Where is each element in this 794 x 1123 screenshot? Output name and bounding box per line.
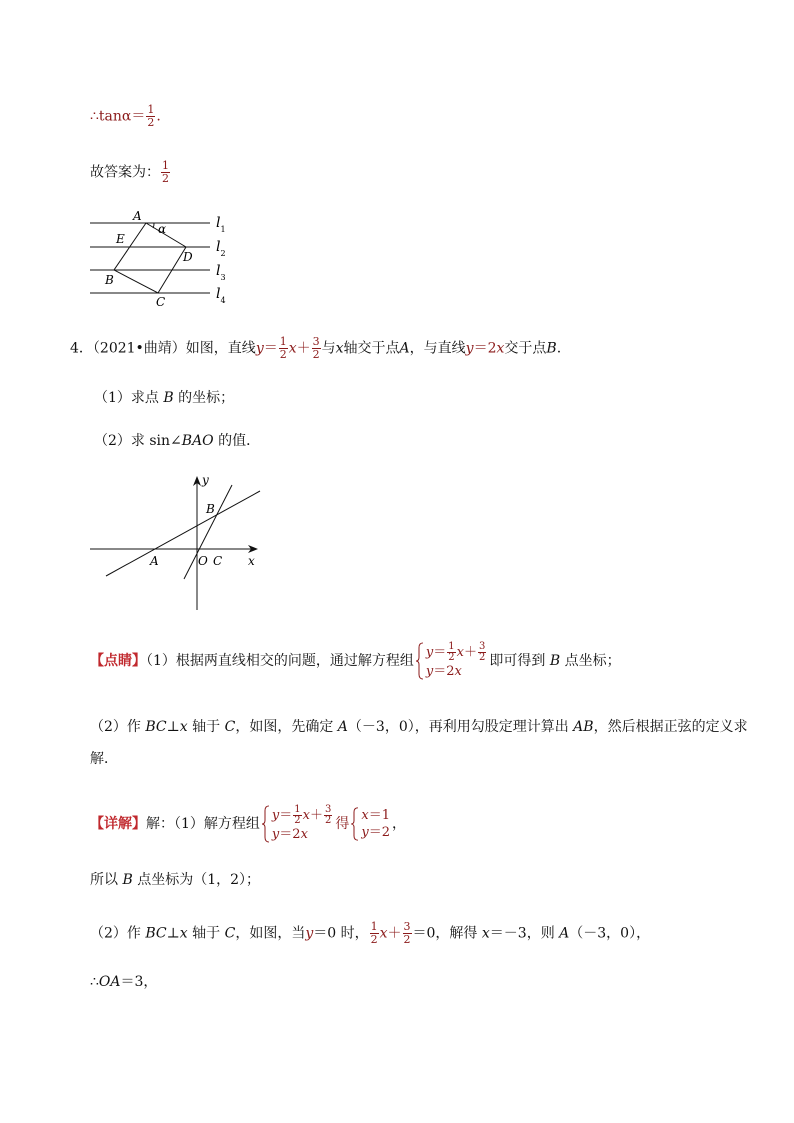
line-AB xyxy=(106,491,260,576)
point-label-E: E xyxy=(116,232,125,246)
angle-label-alpha: α xyxy=(158,222,167,236)
hint-tag: 【点睛】 xyxy=(90,653,146,669)
point-label-O: O xyxy=(198,554,208,568)
fraction: $\frac{3}{2}$ xyxy=(403,920,411,946)
problem-4-statement: 4．（2021•曲靖）如图，直线y＝ $\frac{1}{2}$ x＋ $\frac{3}{2}$ 与x轴交于点A，与直线y＝2x交于点B. xyxy=(70,335,562,361)
detail-line-4: ∴OA＝3， xyxy=(90,974,158,990)
answer-line xyxy=(90,160,171,185)
fraction: $\frac{1}{2}$ xyxy=(147,103,155,129)
parallel-lines-figure xyxy=(86,205,246,310)
line-label-l4: $l_4$ xyxy=(216,286,226,305)
point-label-D: D xyxy=(183,250,193,264)
detail-line-2: 所以 B 点坐标为（1，2）； xyxy=(90,872,261,888)
fraction: $\frac{1}{2}$ xyxy=(279,335,287,361)
brace-icon xyxy=(351,807,359,841)
equation-system: y＝ $\frac{1}{2}$ x＋ $\frac{3}{2}$ y＝2x xyxy=(416,642,487,680)
question-2: （2）求 sin∠BAO 的值． xyxy=(94,433,261,449)
problem-number: 4． xyxy=(70,340,93,357)
tan-result-line: ∴tanα＝ $\frac{1}{2}$ . xyxy=(90,103,161,129)
brace-icon xyxy=(262,805,270,843)
question-1: （1）求点 B 的坐标； xyxy=(94,390,235,406)
detail-line-1: 【详解】解：（1）解方程组 y＝ $\frac{1}{2}$ x＋ $\frac{3}{2}$ y＝2x 得 x＝1 y＝2 ， xyxy=(90,804,407,842)
detail-tag: 【详解】 xyxy=(90,816,146,832)
parallelogram-ADCB xyxy=(114,223,186,293)
hint-line-2: （2）作 BC⊥x 轴于 C，如图，先确定 A（－3，0），再利用勾股定理计算出 AB，然后根据正弦的定义求 xyxy=(90,719,748,735)
detail-line-3: （2）作 BC⊥x 轴于 C，如图，当y＝0 时， $\frac{1}{2}$ x＋ $\frac{3}{2}$ ＝0，解得 x＝－3，则 A（－3，0）， xyxy=(90,920,651,946)
answer-prefix: 故答案为： xyxy=(90,164,160,181)
y-axis-label: y xyxy=(202,473,209,487)
fraction: $\frac{3}{2}$ xyxy=(312,335,320,361)
tan-prefix: ∴tanα＝ xyxy=(90,108,146,125)
hint-line-1: 【点睛】（1）根据两直线相交的问题，通过解方程组 y＝ $\frac{1}{2}$ x＋ $\frac{3}{2}$ y＝2x 即可得到 B 点坐标； xyxy=(90,641,621,679)
equation-system: y＝ $\frac{1}{2}$ x＋ $\frac{3}{2}$ y＝2x xyxy=(262,805,333,843)
line-label-l3: $l_3$ xyxy=(216,263,226,282)
angle-alpha-arc xyxy=(153,223,154,228)
point-label-B: B xyxy=(105,273,114,287)
coordinate-figure xyxy=(86,470,276,615)
brace-icon xyxy=(416,642,424,680)
point-label-C: C xyxy=(156,295,166,309)
fraction: $\frac{1}{2}$ xyxy=(162,159,169,185)
fraction: $\frac{1}{2}$ xyxy=(370,920,378,946)
line-OB xyxy=(184,485,232,579)
point-label-A: A xyxy=(150,554,159,568)
point-label-B: B xyxy=(206,502,215,516)
solution-system: x＝1 y＝2 xyxy=(351,807,390,841)
hint-line-3: 解． xyxy=(90,751,118,767)
problem-source: （2021•曲靖）如图，直线 xyxy=(92,340,256,357)
line-label-l1: $l_1$ xyxy=(216,215,226,234)
point-label-C: C xyxy=(213,554,223,568)
x-axis-label: x xyxy=(248,554,255,568)
point-label-A: A xyxy=(133,209,142,223)
line-label-l2: $l_2$ xyxy=(216,239,226,258)
